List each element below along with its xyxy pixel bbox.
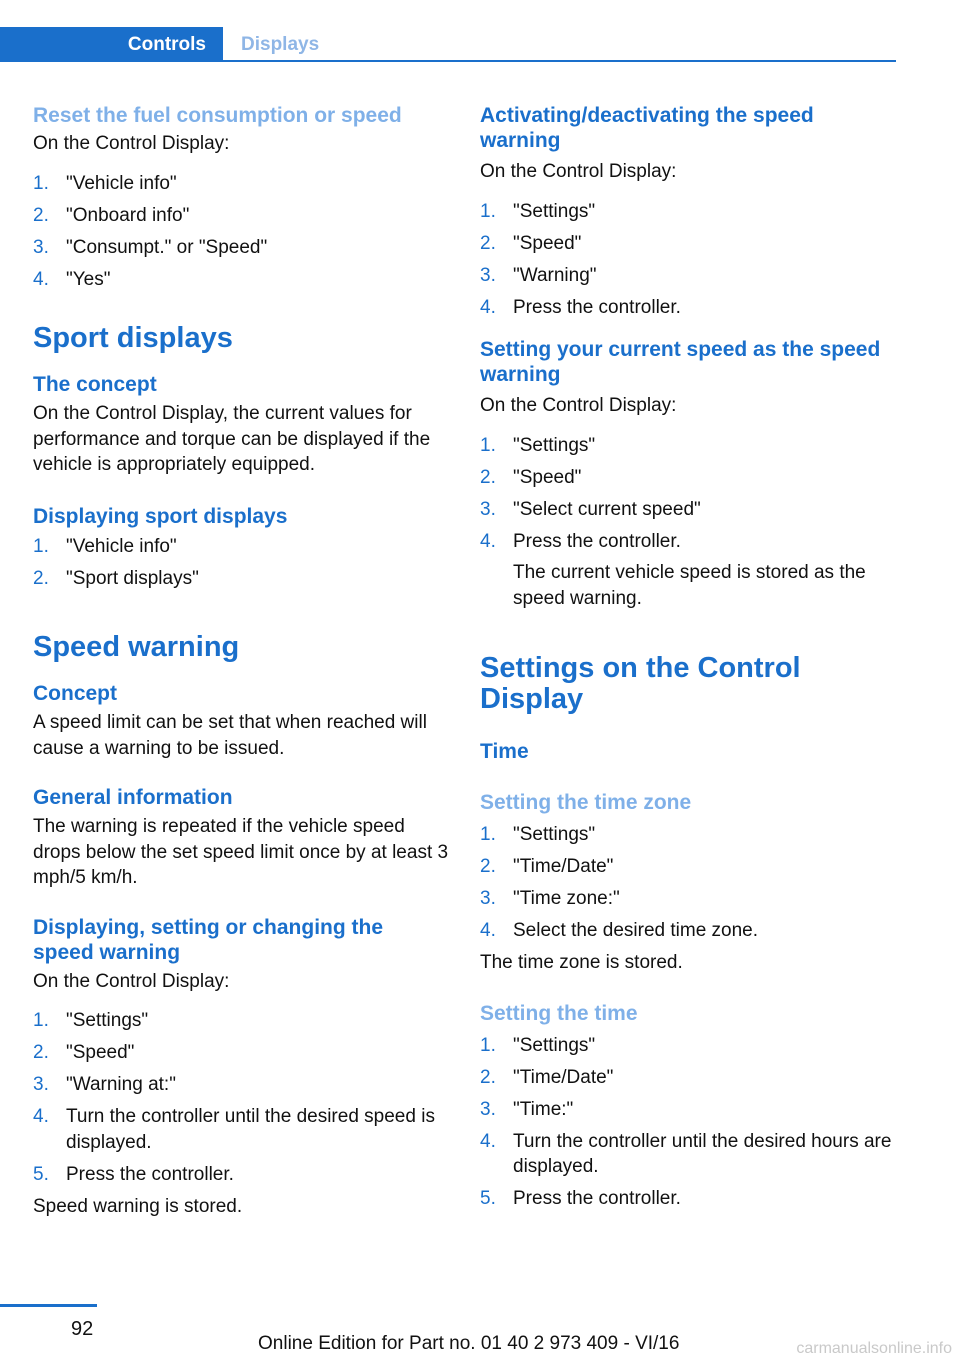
right-column bbox=[480, 103, 896, 1218]
header-tabs bbox=[0, 27, 896, 61]
list-item: 3. "Time:" bbox=[480, 1098, 574, 1120]
list-item: 3. "Consumpt." or "Speed" bbox=[33, 236, 268, 258]
watermark: carmanualsonline.info bbox=[796, 1340, 952, 1357]
list-item: 4. Select the desired time zone. bbox=[480, 920, 759, 941]
list-item: 3. "Warning at:" bbox=[33, 1074, 176, 1095]
list-item: 4. Turn the controller until the desired hours are displayed. bbox=[480, 1130, 892, 1177]
reset-steps bbox=[33, 171, 449, 293]
speed-concept-heading: Concept bbox=[33, 682, 117, 705]
speed-general-heading: General information bbox=[33, 786, 233, 809]
sport-displaying-heading: Displaying sport displays bbox=[33, 504, 288, 528]
zone-heading: Setting the time zone bbox=[480, 791, 692, 814]
time-set-heading: Setting the time bbox=[480, 1001, 638, 1025]
left-column bbox=[33, 103, 449, 1219]
list-item: 3. "Select current speed" bbox=[480, 498, 701, 520]
speed-display-intro: On the Control Display: bbox=[33, 970, 230, 992]
speed-title: Speed warning bbox=[33, 631, 240, 663]
list-item: 1. "Settings" bbox=[480, 434, 596, 456]
current-heading: Setting your current speed as the speed warning bbox=[480, 338, 881, 386]
list-item: 2. "Time/Date" bbox=[480, 1066, 614, 1088]
speed-steps bbox=[33, 1008, 449, 1187]
sport-title: Sport displays bbox=[33, 322, 233, 354]
current-step-note: The current vehicle speed is stored as the speed warning. bbox=[513, 562, 866, 609]
time-steps bbox=[480, 1033, 896, 1212]
sport-concept-heading: The concept bbox=[33, 373, 157, 396]
reset-heading: Reset the fuel consumption or speed bbox=[33, 104, 402, 127]
current-steps bbox=[480, 433, 896, 612]
list-item: 4. Turn the controller until the desired speed is displayed. bbox=[33, 1106, 435, 1153]
list-item: 1. "Vehicle info" bbox=[33, 172, 177, 194]
list-item: 5. Press the controller. bbox=[33, 1163, 234, 1185]
speed-outro: Speed warning is stored. bbox=[33, 1195, 243, 1217]
speed-display-heading: Displaying, setting or changing the speed warning bbox=[33, 915, 384, 964]
page-number: 92 bbox=[71, 1318, 94, 1340]
speed-general-text: The warning is repeated if the vehicle speed drops below the set speed limit once by at least 3 mph/5 km/h. bbox=[33, 816, 449, 888]
sport-concept-text: On the Control Display, the current values for performance and torque can be displayed if the vehicle is appropriately equipped. bbox=[33, 403, 431, 475]
list-item: 2. "Speed" bbox=[33, 1042, 135, 1063]
tab-controls[interactable] bbox=[0, 27, 223, 62]
list-item: 2. "Speed" bbox=[480, 232, 582, 254]
list-item: 1. "Vehicle info" bbox=[33, 535, 177, 557]
list-item: 4. "Yes" bbox=[33, 268, 111, 290]
settings-title: Settings on the Control Display bbox=[480, 652, 801, 715]
reset-intro: On the Control Display: bbox=[33, 133, 230, 154]
list-item: 1. "Settings" bbox=[480, 1034, 596, 1056]
list-item: 2. "Speed" bbox=[480, 466, 582, 488]
sport-steps bbox=[33, 534, 449, 592]
edition-text: Online Edition for Part no. 01 40 2 973 409 - VI/16 bbox=[258, 1333, 680, 1354]
tab-displays[interactable]: Displays bbox=[241, 34, 320, 55]
list-item: 1. "Settings" bbox=[480, 200, 596, 222]
header-rule bbox=[0, 60, 896, 62]
activating-intro: On the Control Display: bbox=[480, 161, 677, 182]
time-heading: Time bbox=[480, 740, 529, 763]
speed-concept-text: A speed limit can be set that when reached will cause a warning to be issued. bbox=[33, 712, 427, 759]
list-item: 4. Press the controller. The current vehicle speed is stored as the speed warning. bbox=[480, 529, 896, 612]
list-item: 3. "Time zone:" bbox=[480, 888, 620, 909]
list-item: 5. Press the controller. bbox=[480, 1188, 681, 1209]
list-item: 4. Press the controller. bbox=[480, 296, 681, 318]
list-item: 3. "Warning" bbox=[480, 264, 597, 286]
zone-outro: The time zone is stored. bbox=[480, 952, 683, 973]
list-item: 2. "Onboard info" bbox=[33, 204, 190, 226]
footer-rule bbox=[0, 1304, 97, 1307]
activating-steps bbox=[480, 199, 896, 321]
activating-heading: Activating/deactivating the speed warning bbox=[480, 104, 814, 152]
current-intro: On the Control Display: bbox=[480, 395, 677, 416]
list-item: 2. "Time/Date" bbox=[480, 856, 614, 877]
list-item: 2. "Sport displays" bbox=[33, 567, 199, 589]
list-item: 1. "Settings" bbox=[33, 1010, 149, 1031]
zone-steps bbox=[480, 822, 896, 944]
tab-controls-label: Controls bbox=[127, 33, 206, 55]
list-item: 1. "Settings" bbox=[480, 824, 596, 845]
